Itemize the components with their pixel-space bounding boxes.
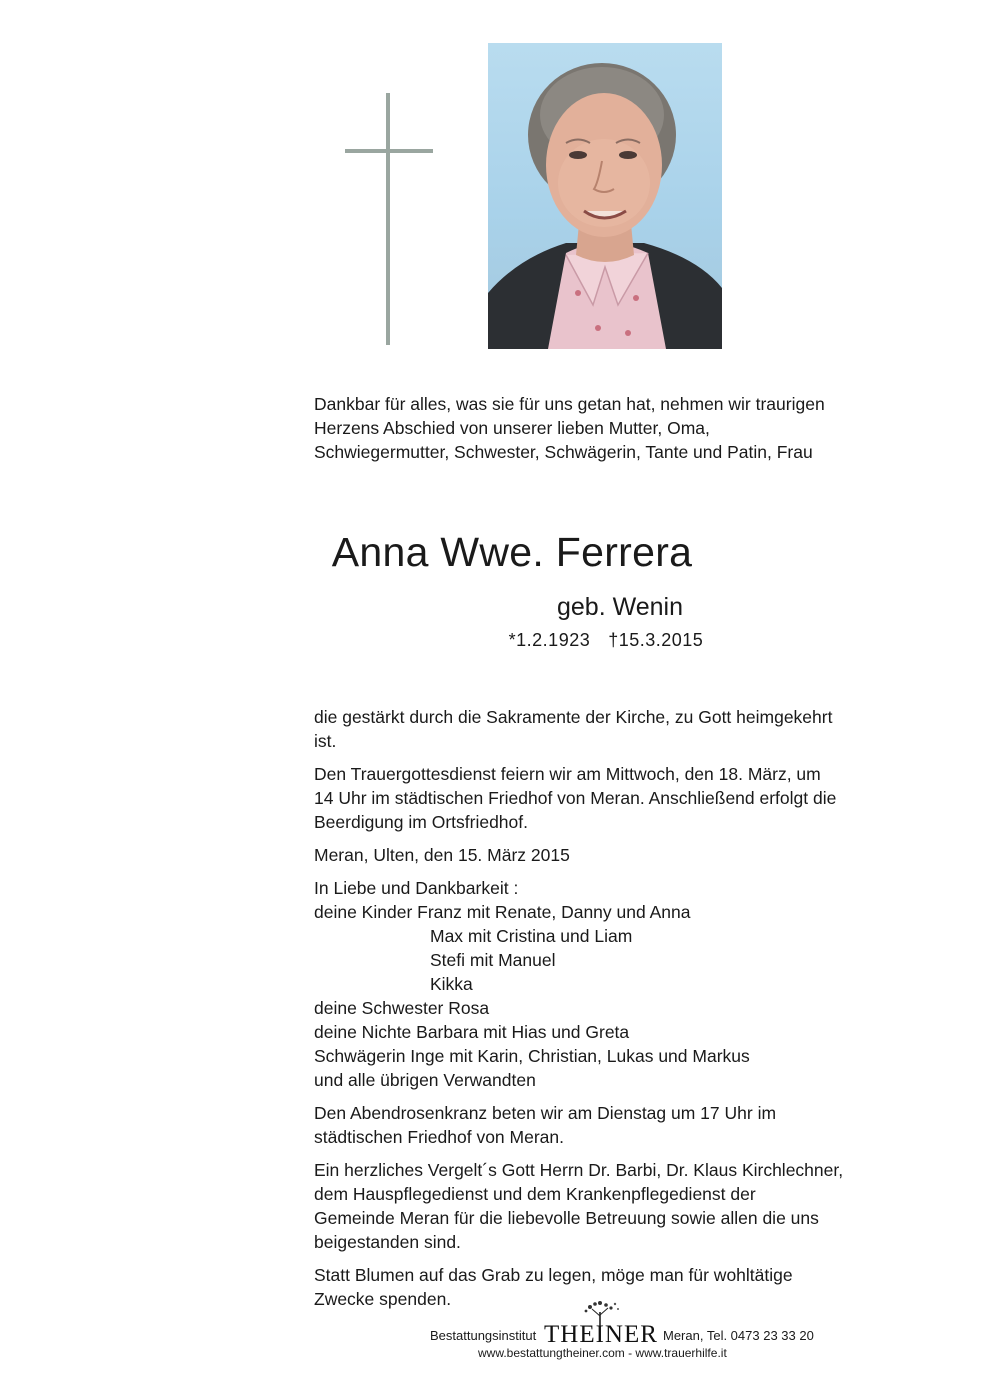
text-line: Statt Blumen auf das Grab zu legen, möge man für wohltätige xyxy=(314,1265,793,1285)
text-line: städtischen Friedhof von Meran. xyxy=(314,1127,564,1147)
paragraph xyxy=(314,1101,843,1149)
intro-line: Herzens Abschied von unserer lieben Mutter, Oma, xyxy=(314,418,710,438)
mourner-line: Max mit Cristina und Liam xyxy=(430,926,633,946)
portrait-photo xyxy=(488,43,722,349)
mourner-line: deine Nichte Barbara mit Hias und Greta xyxy=(314,1022,630,1042)
mourners-list xyxy=(314,876,843,1092)
mourner-line: Schwägerin Inge mit Karin, Christian, Lukas und Markus xyxy=(314,1046,750,1066)
paragraph xyxy=(314,762,843,834)
text-line: ist. xyxy=(314,731,337,751)
intro-line: Dankbar für alles, was sie für uns getan hat, nehmen wir traurigen xyxy=(314,394,825,414)
paragraph xyxy=(314,1158,843,1254)
text-line: Den Trauergottesdienst feiern wir am Mittwoch, den 18. März, um xyxy=(314,764,821,784)
paragraph xyxy=(314,1263,843,1311)
text-line: Den Abendrosenkranz beten wir am Dienstag um 17 Uhr im xyxy=(314,1103,777,1123)
life-dates xyxy=(0,628,982,652)
text-line: die gestärkt durch die Sakramente der Kirche, zu Gott heimgekehrt xyxy=(314,707,833,727)
mourner-line: Stefi mit Manuel xyxy=(430,950,556,970)
obituary-body xyxy=(314,705,843,1320)
death-date: †15.3.2015 xyxy=(608,630,704,650)
footer-label: Bestattungsinstitut xyxy=(430,1328,537,1343)
text-line: dem Hauspflegedienst und dem Krankenpflegedienst der xyxy=(314,1184,756,1204)
paragraph xyxy=(314,705,843,753)
footer-contact: Meran, Tel. 0473 23 33 20 xyxy=(663,1328,814,1343)
text-line: Ein herzliches Vergelt´s Gott Herrn Dr. Barbi, Dr. Klaus Kirchlechner, xyxy=(314,1160,844,1180)
mourners-heading: In Liebe und Dankbarkeit : xyxy=(314,878,519,898)
text-line: 14 Uhr im städtischen Friedhof von Meran. Anschließend erfolgt die xyxy=(314,788,837,808)
text-line: Meran, Ulten, den 15. März 2015 xyxy=(314,845,570,865)
birth-date: *1.2.1923 xyxy=(508,630,591,650)
mourner-line: deine Schwester Rosa xyxy=(314,998,490,1018)
maiden-name: geb. Wenin xyxy=(556,593,683,621)
intro-text xyxy=(314,392,825,464)
mourner-line: deine Kinder Franz mit Renate, Danny und Anna xyxy=(314,902,691,922)
cross-icon xyxy=(345,93,433,345)
intro-line: Schwiegermutter, Schwester, Schwägerin, Tante und Patin, Frau xyxy=(314,442,813,462)
text-line: Gemeinde Meran für die liebevolle Betreuung sowie allen die uns xyxy=(314,1208,819,1228)
footer-web: www.bestattungtheiner.com - www.trauerhilfe.it xyxy=(478,1346,727,1360)
text-line: Beerdigung im Ortsfriedhof. xyxy=(314,812,528,832)
brand-name: THEINER xyxy=(544,1321,658,1348)
mourner-line: Kikka xyxy=(430,974,473,994)
mourner-line: und alle übrigen Verwandten xyxy=(314,1070,536,1090)
text-line: Zwecke spenden. xyxy=(314,1289,452,1309)
paragraph xyxy=(314,843,843,867)
text-line: beigestanden sind. xyxy=(314,1232,461,1252)
deceased-name: Anna Wwe. Ferrera xyxy=(331,529,693,575)
